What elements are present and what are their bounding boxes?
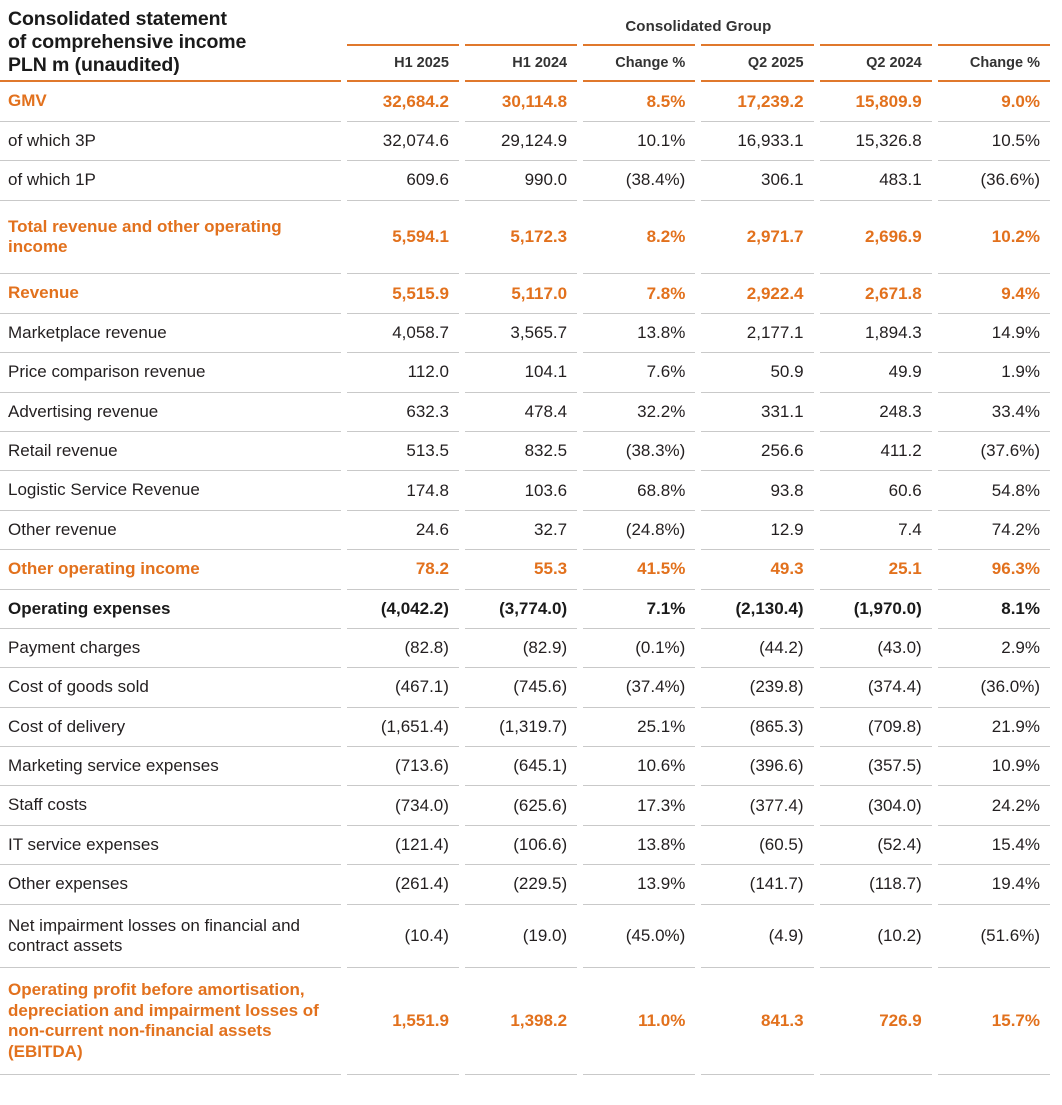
title-line-2: of comprehensive income — [8, 30, 247, 53]
cell-operating-profit-before-amortisation-depreciat-h1-2025: 1,551.9 — [347, 967, 459, 1074]
cell-cost-of-delivery-change: 21.9% — [938, 707, 1050, 746]
cell-cost-of-delivery-h1-2024: (1,319.7) — [465, 707, 577, 746]
column-header-h1-2024: H1 2024 — [465, 44, 577, 81]
cell-other-expenses-change: 19.4% — [938, 864, 1050, 903]
cell-other-operating-income-change: 41.5% — [583, 549, 695, 588]
cell-other-expenses-change: 13.9% — [583, 864, 695, 903]
cell-cost-of-goods-sold-h1-2025: (467.1) — [347, 667, 459, 706]
cell-of-which-3p-change: 10.1% — [583, 121, 695, 160]
table-row — [0, 549, 1050, 588]
cell-it-service-expenses-q2-2024: (52.4) — [820, 825, 932, 864]
cell-operating-profit-before-amortisation-depreciat-q2-2025: 841.3 — [701, 967, 813, 1074]
cell-other-operating-income-q2-2024: 25.1 — [820, 549, 932, 588]
table-row — [0, 470, 1050, 509]
table-row — [0, 667, 1050, 706]
cell-staff-costs-change: 24.2% — [938, 785, 1050, 824]
cell-operating-expenses-change: 8.1% — [938, 589, 1050, 628]
row-label-advertising-revenue: Advertising revenue — [0, 392, 341, 431]
cell-other-revenue-change: 74.2% — [938, 510, 1050, 549]
table-row — [0, 864, 1050, 903]
cell-marketing-service-expenses-q2-2025: (396.6) — [701, 746, 813, 785]
table-row — [0, 825, 1050, 864]
footer-rule-row — [0, 1074, 1050, 1075]
table-row — [0, 80, 1050, 120]
cell-of-which-1p-change: (38.4%) — [583, 160, 695, 199]
column-header-change-q2: Change % — [938, 44, 1050, 81]
cell-retail-revenue-change: (38.3%) — [583, 431, 695, 470]
cell-marketing-service-expenses-h1-2024: (645.1) — [465, 746, 577, 785]
row-label-operating-profit-before-amortisation-depreciat: Operating profit before amortisation, depreciation and impairment losses of non-current non-financial assets (EBITDA) — [0, 967, 341, 1074]
cell-gmv-q2-2025: 17,239.2 — [701, 80, 813, 120]
cell-operating-profit-before-amortisation-depreciat-change: 15.7% — [938, 967, 1050, 1074]
column-header-q2-2024: Q2 2024 — [820, 44, 932, 81]
cell-advertising-revenue-h1-2024: 478.4 — [465, 392, 577, 431]
cell-logistic-service-revenue-h1-2025: 174.8 — [347, 470, 459, 509]
footer-rule-1 — [347, 1074, 459, 1075]
cell-price-comparison-revenue-h1-2025: 112.0 — [347, 352, 459, 391]
cell-logistic-service-revenue-q2-2025: 93.8 — [701, 470, 813, 509]
title-line-1: Consolidated statement — [8, 8, 227, 30]
table-body — [0, 80, 1050, 1074]
cell-revenue-change: 9.4% — [938, 273, 1050, 312]
cell-retail-revenue-q2-2025: 256.6 — [701, 431, 813, 470]
cell-cost-of-goods-sold-q2-2025: (239.8) — [701, 667, 813, 706]
cell-gmv-h1-2024: 30,114.8 — [465, 80, 577, 120]
page-title — [8, 8, 335, 76]
table-footer — [0, 1074, 1050, 1075]
cell-logistic-service-revenue-change: 54.8% — [938, 470, 1050, 509]
cell-logistic-service-revenue-q2-2024: 60.6 — [820, 470, 932, 509]
cell-payment-charges-change: 2.9% — [938, 628, 1050, 667]
row-label-cost-of-goods-sold: Cost of goods sold — [0, 667, 341, 706]
row-label-cost-of-delivery: Cost of delivery — [0, 707, 341, 746]
cell-it-service-expenses-h1-2025: (121.4) — [347, 825, 459, 864]
row-label-revenue: Revenue — [0, 273, 341, 312]
cell-staff-costs-q2-2024: (304.0) — [820, 785, 932, 824]
table-row — [0, 967, 1050, 1074]
cell-other-revenue-q2-2024: 7.4 — [820, 510, 932, 549]
cell-revenue-q2-2025: 2,922.4 — [701, 273, 813, 312]
cell-price-comparison-revenue-change: 7.6% — [583, 352, 695, 391]
cell-other-expenses-q2-2025: (141.7) — [701, 864, 813, 903]
cell-advertising-revenue-change: 33.4% — [938, 392, 1050, 431]
cell-of-which-1p-h1-2024: 990.0 — [465, 160, 577, 199]
table-row — [0, 352, 1050, 391]
cell-other-revenue-h1-2024: 32.7 — [465, 510, 577, 549]
table-row — [0, 121, 1050, 160]
table-row — [0, 628, 1050, 667]
cell-other-expenses-h1-2025: (261.4) — [347, 864, 459, 903]
cell-revenue-h1-2025: 5,515.9 — [347, 273, 459, 312]
cell-payment-charges-q2-2025: (44.2) — [701, 628, 813, 667]
cell-cost-of-goods-sold-change: (37.4%) — [583, 667, 695, 706]
row-label-payment-charges: Payment charges — [0, 628, 341, 667]
cell-staff-costs-change: 17.3% — [583, 785, 695, 824]
cell-logistic-service-revenue-h1-2024: 103.6 — [465, 470, 577, 509]
cell-operating-profit-before-amortisation-depreciat-h1-2024: 1,398.2 — [465, 967, 577, 1074]
cell-advertising-revenue-q2-2025: 331.1 — [701, 392, 813, 431]
cell-other-expenses-q2-2024: (118.7) — [820, 864, 932, 903]
row-label-net-impairment-losses-on-financial-and-contrac: Net impairment losses on financial and contract assets — [0, 904, 341, 968]
cell-other-operating-income-h1-2024: 55.3 — [465, 549, 577, 588]
title-line-3: PLN m (unaudited) — [8, 53, 180, 76]
cell-advertising-revenue-q2-2024: 248.3 — [820, 392, 932, 431]
table-row — [0, 200, 1050, 274]
cell-marketing-service-expenses-q2-2024: (357.5) — [820, 746, 932, 785]
cell-payment-charges-h1-2025: (82.8) — [347, 628, 459, 667]
row-label-of-which-1p: of which 1P — [0, 160, 341, 199]
cell-marketplace-revenue-h1-2025: 4,058.7 — [347, 313, 459, 352]
footer-rule-label — [0, 1074, 341, 1075]
row-label-it-service-expenses: IT service expenses — [0, 825, 341, 864]
cell-net-impairment-losses-on-financial-and-contrac-change: (45.0%) — [583, 904, 695, 968]
footer-rule-2 — [465, 1074, 577, 1075]
cell-cost-of-goods-sold-change: (36.0%) — [938, 667, 1050, 706]
table-header — [0, 0, 1050, 80]
cell-of-which-3p-q2-2025: 16,933.1 — [701, 121, 813, 160]
footer-rule-3 — [583, 1074, 695, 1075]
row-label-logistic-service-revenue: Logistic Service Revenue — [0, 470, 341, 509]
row-label-gmv: GMV — [0, 80, 341, 120]
cell-other-revenue-change: (24.8%) — [583, 510, 695, 549]
row-label-retail-revenue: Retail revenue — [0, 431, 341, 470]
cell-cost-of-delivery-q2-2025: (865.3) — [701, 707, 813, 746]
cell-it-service-expenses-q2-2025: (60.5) — [701, 825, 813, 864]
cell-other-revenue-q2-2025: 12.9 — [701, 510, 813, 549]
cell-retail-revenue-h1-2025: 513.5 — [347, 431, 459, 470]
table-row — [0, 746, 1050, 785]
cell-it-service-expenses-change: 15.4% — [938, 825, 1050, 864]
statement-title-cell — [0, 0, 341, 80]
cell-marketplace-revenue-h1-2024: 3,565.7 — [465, 313, 577, 352]
column-header-change-h1: Change % — [583, 44, 695, 81]
cell-net-impairment-losses-on-financial-and-contrac-h1-2025: (10.4) — [347, 904, 459, 968]
cell-operating-expenses-h1-2024: (3,774.0) — [465, 589, 577, 628]
row-label-other-operating-income: Other operating income — [0, 549, 341, 588]
cell-operating-profit-before-amortisation-depreciat-change: 11.0% — [583, 967, 695, 1074]
cell-price-comparison-revenue-q2-2024: 49.9 — [820, 352, 932, 391]
cell-operating-expenses-change: 7.1% — [583, 589, 695, 628]
cell-of-which-1p-change: (36.6%) — [938, 160, 1050, 199]
cell-marketplace-revenue-change: 14.9% — [938, 313, 1050, 352]
table-row — [0, 904, 1050, 968]
cell-cost-of-goods-sold-q2-2024: (374.4) — [820, 667, 932, 706]
cell-total-revenue-and-other-operating-income-h1-2025: 5,594.1 — [347, 200, 459, 274]
cell-net-impairment-losses-on-financial-and-contrac-h1-2024: (19.0) — [465, 904, 577, 968]
cell-of-which-1p-q2-2025: 306.1 — [701, 160, 813, 199]
cell-of-which-1p-h1-2025: 609.6 — [347, 160, 459, 199]
cell-operating-expenses-h1-2025: (4,042.2) — [347, 589, 459, 628]
cell-other-operating-income-change: 96.3% — [938, 549, 1050, 588]
cell-gmv-q2-2024: 15,809.9 — [820, 80, 932, 120]
cell-advertising-revenue-h1-2025: 632.3 — [347, 392, 459, 431]
cell-of-which-1p-q2-2024: 483.1 — [820, 160, 932, 199]
table-row — [0, 160, 1050, 199]
cell-cost-of-goods-sold-h1-2024: (745.6) — [465, 667, 577, 706]
cell-price-comparison-revenue-change: 1.9% — [938, 352, 1050, 391]
cell-operating-expenses-q2-2025: (2,130.4) — [701, 589, 813, 628]
row-label-total-revenue-and-other-operating-income: Total revenue and other operating income — [0, 200, 341, 274]
cell-staff-costs-h1-2024: (625.6) — [465, 785, 577, 824]
row-label-other-expenses: Other expenses — [0, 864, 341, 903]
cell-total-revenue-and-other-operating-income-q2-2025: 2,971.7 — [701, 200, 813, 274]
cell-cost-of-delivery-change: 25.1% — [583, 707, 695, 746]
cell-advertising-revenue-change: 32.2% — [583, 392, 695, 431]
cell-other-operating-income-q2-2025: 49.3 — [701, 549, 813, 588]
cell-cost-of-delivery-q2-2024: (709.8) — [820, 707, 932, 746]
cell-revenue-h1-2024: 5,117.0 — [465, 273, 577, 312]
group-header-label: Consolidated Group — [625, 17, 772, 35]
cell-marketplace-revenue-q2-2025: 2,177.1 — [701, 313, 813, 352]
cell-payment-charges-q2-2024: (43.0) — [820, 628, 932, 667]
cell-it-service-expenses-h1-2024: (106.6) — [465, 825, 577, 864]
cell-marketplace-revenue-q2-2024: 1,894.3 — [820, 313, 932, 352]
cell-operating-expenses-q2-2024: (1,970.0) — [820, 589, 932, 628]
cell-other-revenue-h1-2025: 24.6 — [347, 510, 459, 549]
cell-total-revenue-and-other-operating-income-q2-2024: 2,696.9 — [820, 200, 932, 274]
cell-of-which-3p-q2-2024: 15,326.8 — [820, 121, 932, 160]
footer-rule-5 — [820, 1074, 932, 1075]
cell-retail-revenue-change: (37.6%) — [938, 431, 1050, 470]
cell-total-revenue-and-other-operating-income-h1-2024: 5,172.3 — [465, 200, 577, 274]
table-row — [0, 313, 1050, 352]
row-label-marketplace-revenue: Marketplace revenue — [0, 313, 341, 352]
column-header-h1-2025: H1 2025 — [347, 44, 459, 81]
table-row — [0, 707, 1050, 746]
cell-marketing-service-expenses-change: 10.9% — [938, 746, 1050, 785]
table-row — [0, 431, 1050, 470]
cell-total-revenue-and-other-operating-income-change: 10.2% — [938, 200, 1050, 274]
cell-revenue-q2-2024: 2,671.8 — [820, 273, 932, 312]
cell-net-impairment-losses-on-financial-and-contrac-q2-2025: (4.9) — [701, 904, 813, 968]
row-label-price-comparison-revenue: Price comparison revenue — [0, 352, 341, 391]
cell-gmv-h1-2025: 32,684.2 — [347, 80, 459, 120]
row-label-of-which-3p: of which 3P — [0, 121, 341, 160]
cell-total-revenue-and-other-operating-income-change: 8.2% — [583, 200, 695, 274]
cell-price-comparison-revenue-q2-2025: 50.9 — [701, 352, 813, 391]
cell-cost-of-delivery-h1-2025: (1,651.4) — [347, 707, 459, 746]
cell-other-expenses-h1-2024: (229.5) — [465, 864, 577, 903]
cell-of-which-3p-h1-2024: 29,124.9 — [465, 121, 577, 160]
cell-net-impairment-losses-on-financial-and-contrac-change: (51.6%) — [938, 904, 1050, 968]
row-label-marketing-service-expenses: Marketing service expenses — [0, 746, 341, 785]
cell-staff-costs-q2-2025: (377.4) — [701, 785, 813, 824]
table-row — [0, 785, 1050, 824]
cell-logistic-service-revenue-change: 68.8% — [583, 470, 695, 509]
cell-marketing-service-expenses-h1-2025: (713.6) — [347, 746, 459, 785]
row-label-other-revenue: Other revenue — [0, 510, 341, 549]
group-header-row — [0, 0, 1050, 44]
cell-of-which-3p-h1-2025: 32,074.6 — [347, 121, 459, 160]
table-row — [0, 392, 1050, 431]
cell-gmv-change: 8.5% — [583, 80, 695, 120]
cell-price-comparison-revenue-h1-2024: 104.1 — [465, 352, 577, 391]
cell-it-service-expenses-change: 13.8% — [583, 825, 695, 864]
cell-gmv-change: 9.0% — [938, 80, 1050, 120]
table-row — [0, 273, 1050, 312]
row-label-staff-costs: Staff costs — [0, 785, 341, 824]
cell-net-impairment-losses-on-financial-and-contrac-q2-2024: (10.2) — [820, 904, 932, 968]
row-label-operating-expenses: Operating expenses — [0, 589, 341, 628]
cell-marketing-service-expenses-change: 10.6% — [583, 746, 695, 785]
cell-payment-charges-h1-2024: (82.9) — [465, 628, 577, 667]
column-header-q2-2025: Q2 2025 — [701, 44, 813, 81]
cell-retail-revenue-h1-2024: 832.5 — [465, 431, 577, 470]
cell-of-which-3p-change: 10.5% — [938, 121, 1050, 160]
cell-staff-costs-h1-2025: (734.0) — [347, 785, 459, 824]
cell-other-operating-income-h1-2025: 78.2 — [347, 549, 459, 588]
cell-retail-revenue-q2-2024: 411.2 — [820, 431, 932, 470]
footer-rule-6 — [938, 1074, 1050, 1075]
cell-marketplace-revenue-change: 13.8% — [583, 313, 695, 352]
table-row — [0, 589, 1050, 628]
cell-operating-profit-before-amortisation-depreciat-q2-2024: 726.9 — [820, 967, 932, 1074]
table-row — [0, 510, 1050, 549]
cell-payment-charges-change: (0.1%) — [583, 628, 695, 667]
cell-revenue-change: 7.8% — [583, 273, 695, 312]
footer-rule-4 — [701, 1074, 813, 1075]
